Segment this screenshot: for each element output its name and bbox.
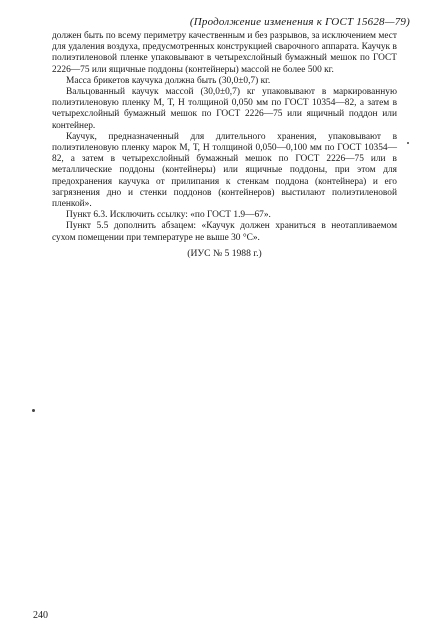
page-number: 240 (33, 610, 48, 621)
source-reference: (ИУС № 5 1988 г.) (187, 247, 262, 259)
paragraph-4: Каучук, предназначенный для длительного хранения, упаковывают в полиэтиленовую пленку марок М, Т, Н толщиной 0,050—0,100 мм по ГОСТ 10354—82, а затем в четырехслойный бумажный мешок по ГОСТ 2226—75 или в металлические поддоны (контейнеры) или ящичные поддоны, при этом для предохранения каучука от прилипания к стенкам поддона (контейнера) и его загрязнения дно и стенки поддонов (контейнеров) выстилают полиэтиленовой пленкой». (52, 131, 397, 210)
paragraph-1: должен быть по всему периметру качественным и без разрывов, за исключением мест для удаления воздуха, предусмотренных конструкцией сварочного аппарата. Каучук в полиэтиленовой пленке упаковывают в четырехслойный бумажный мешок по ГОСТ 2226—75 или ящичные поддоны (контейнеры) массой не более 500 кг. (52, 31, 397, 75)
paragraph-5: Пункт 6.3. Исключить ссылку: «по ГОСТ 1.9—67». (66, 210, 271, 221)
paragraph-2: Масса брикетов каучука должна быть (30,0±0,7) кг. (66, 75, 271, 86)
paragraph-3: Вальцованный каучук массой (30,0±0,7) кг упаковывают в маркированную полиэтиленовую пленку М, Т, Н толщиной 0,050 мм по ГОСТ 10354—82, а затем в четырехслойный бумажный мешок по ГОСТ 2226—75 или ящичный поддон или контейнер. (52, 87, 397, 131)
scan-speck-1 (32, 409, 35, 412)
scan-speck-2 (407, 142, 409, 144)
running-header: (Продолжение изменения к ГОСТ 15628—79) (189, 16, 410, 28)
document-body (52, 31, 397, 259)
paragraph-6: Пункт 5.5 дополнить абзацем: «Каучук должен храниться в неотапливаемом сухом помещении при температуре не выше 30 °С». (52, 221, 397, 243)
